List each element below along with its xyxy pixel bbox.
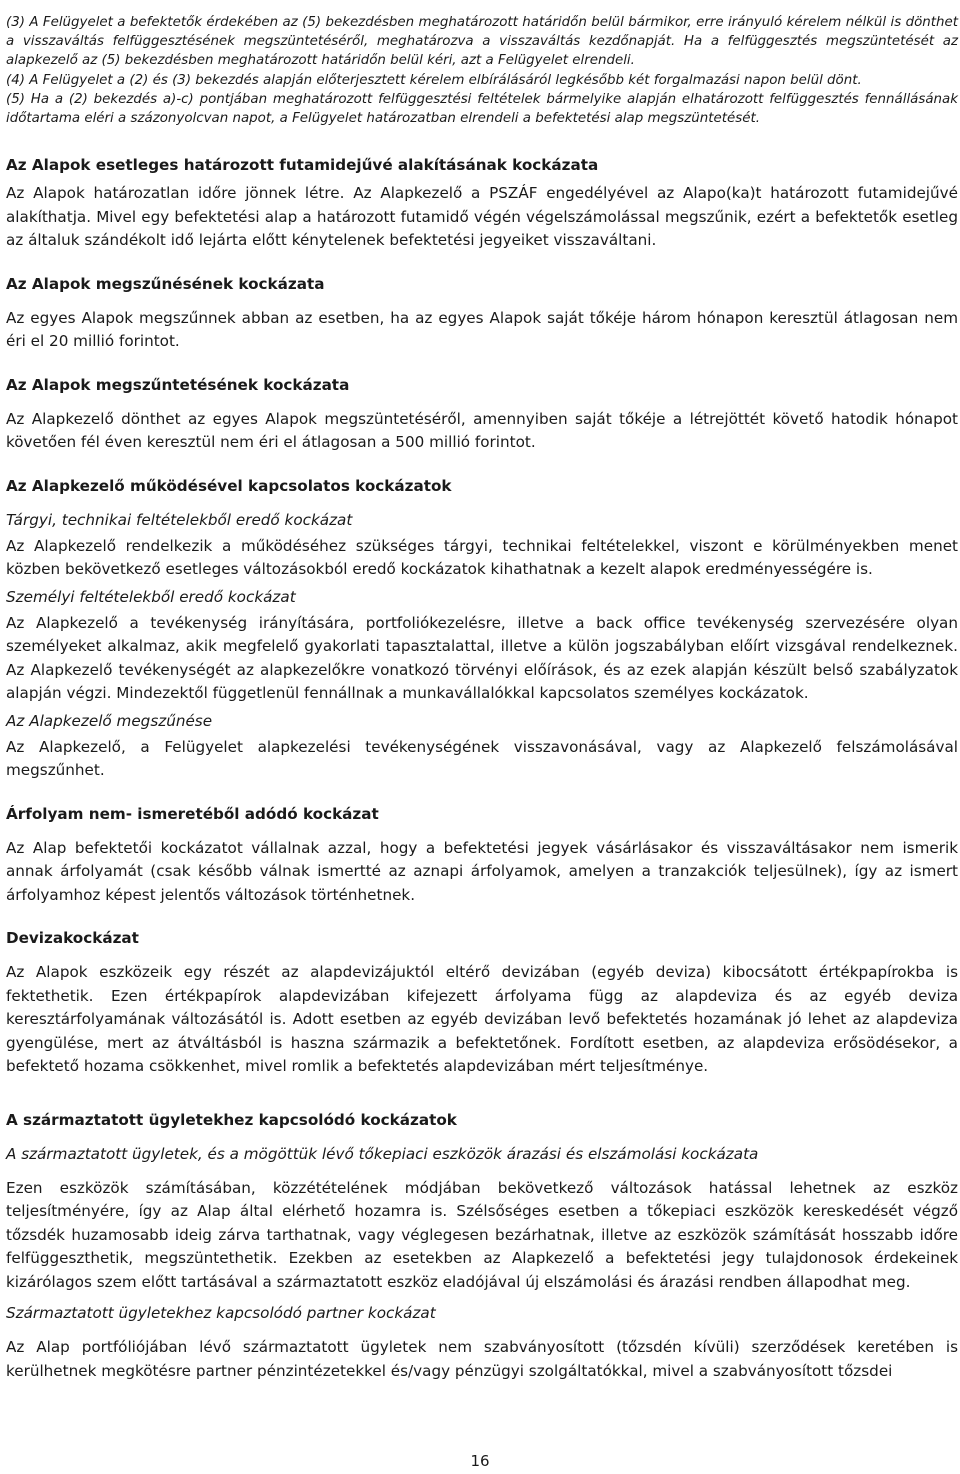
subheading-partner-risk: Származtatott ügyletekhez kapcsolódó partner kockázat: [6, 1304, 436, 1323]
heading-price-unknown-risk: Árfolyam nem- ismeretéből adódó kockázat: [6, 804, 379, 823]
text-derivatives-pricing: Ezen eszközök számításában, közzétételének módjában bekövetkező változások hatással lehetnek az eszköz teljesítményére, így az Alap által elérhető hozamra is. Szélsőséges esetben a tőkepiaci eszközök kereskedését végző tőzsdék huzamosabb ideig zárva tarthatnak, vagy véglegesen bezárhatnak, illetve az eszközök számítását hosszabb időre felfüggeszthetik, megszüntethetik. Ezekben az esetekben az Alapkezelő a befektetési jegy tulajdonosok érdekeinek kizárólagos szem előtt tartásával a származtatott eszköz eladójával új elszámolási és árazási rendben állapodhat meg.: [6, 1178, 958, 1291]
text-fixed-term-risk: Az Alapok határozatlan időre jönnek létre. Az Alapkezelő a PSZÁF engedélyével az Alapo(ka)t határozott futamidejűvé alakíthatja. Mivel egy befektetési alap a határozott futamidő végén végelszámolással megszűnik, ezért a befektetők esetleg az általuk szándékolt idő lejárta előtt kénytelenek befektetési jegyeiket visszaváltani.: [6, 184, 958, 250]
page-number: 16: [470, 1452, 490, 1470]
heading-currency-risk: Devizakockázat: [6, 929, 139, 948]
subheading-manager-dissolution: Az Alapkezelő megszűnése: [6, 711, 213, 730]
text-technical-risk: Az Alapkezelő rendelkezik a működéséhez szükséges tárgyi, technikai feltételekkel, viszont e körülményekben menet közben bekövetkező esetleges változásokból eredő kockázatok kihathatnak a kezelt alapok eredményességére is.: [6, 536, 958, 579]
heading-derivatives-risk: A származtatott ügyletekhez kapcsolódó kockázatok: [6, 1110, 457, 1129]
text-termination-risk: Az egyes Alapok megszűnnek abban az esetben, ha az egyes Alapok saját tőkéje három hónapon keresztül átlagosan nem éri el 20 millió forintot.: [6, 308, 958, 351]
subheading-derivatives-pricing: A származtatott ügyletek, és a mögöttük lévő tőkepiaci eszközök árazási és elszámolási kockázata: [6, 1144, 759, 1163]
text-price-unknown-risk: Az Alap befektetői kockázatot vállalnak azzal, hogy a befektetési jegyek vásárlásakor és visszaváltásakor nem ismerik annak árfolyamát (csak később válnak ismertté az aznapi árfolyamok, amelyen a tranzakciók teljesülnek), így az ismert árfolyamhoz képest jelentős változások történhetnek.: [6, 838, 958, 904]
subheading-technical-risk: Tárgyi, technikai feltételekből eredő kockázat: [6, 510, 353, 529]
text-currency-risk: Az Alapok eszközeik egy részét az alapdevizájuktól eltérő devizában (egyéb deviza) kibocsátott értékpapírokba is fektethetik. Ezen értékpapírok alapdevizában kifejezett árfolyama függ az alapdeviza és az egyéb deviza keresztárfolyamának változásától is. Adott esetben az egyéb devizában levő befektetés hozamának jó lehet az alapdeviza gyengülése, mert az átváltásból is haszna származik a befektetőnek. Fordított esetben, az alapdeviza erősödésekor, a befektető hozama csökkenhet, mivel romlik a befektetés alapdevizában mért teljesítménye.: [6, 963, 958, 1076]
heading-termination-risk: Az Alapok megszűnésének kockázata: [6, 274, 325, 293]
text-personnel-risk: Az Alapkezelő a tevékenység irányítására, portfoliókezelésre, illetve a back office tevékenység szervezésére olyan személyeket alkalmaz, akik megfelelő gyakorlati tapasztalattal, illetve a külön jogszabályban előírt vizsgával rendelkeznek. Az Alapkezelő tevékenységét az alapkezelőkre vonatkozó törvényi előírások, és az ezek alapján készült belső szabályzatok alapján végzi. Mindezektől függetlenül fennállnak a munkavállalókkal kapcsolatos személyes kockázatok.: [6, 613, 958, 703]
text-partner-risk: Az Alap portfóliójában lévő származtatott ügyletek nem szabványosított (tőzsdén kívüli) szerződések keretében is kerülhetnek megkötésre partner pénzintézetekkel és/vagy pénzügyi szolgáltatókkal, mivel a szabványosított tőzsdei: [6, 1338, 958, 1380]
paragraph-3: (3) A Felügyelet a befektetők érdekében az (5) bekezdésben meghatározott határidőn belül bármikor, erre irányuló kérelem nélkül is dönthet a visszaváltás felfüggesztésének megszüntetéséről, meghatározva a visszaváltás kezdőnapját. Ha a felfüggesztés megszüntetését az alapkezelő az (5) bekezdésben meghatározott határidőn belül kéri, azt a Felügyelet elrendeli.: [6, 15, 958, 69]
document-page: [6, 0, 958, 1383]
subheading-personnel-risk: Személyi feltételekből eredő kockázat: [6, 587, 296, 606]
heading-fixed-term-risk: Az Alapok esetleges határozott futamidejűvé alakításának kockázata: [6, 156, 599, 175]
text-dissolution-risk: Az Alapkezelő dönthet az egyes Alapok megszüntetéséről, amennyiben saját tőkéje a létrejöttét követő hatodik hónapot követően fél éven keresztül nem éri el átlagosan a 500 millió forintot.: [6, 409, 958, 452]
heading-manager-risks: Az Alapkezelő működésével kapcsolatos kockázatok: [6, 476, 452, 495]
heading-dissolution-risk: Az Alapok megszűntetésének kockázata: [6, 375, 350, 394]
paragraph-4: (4) A Felügyelet a (2) és (3) bekezdés alapján előterjesztett kérelem elbírálásáról legkésőbb két forgalmazási napon belül dönt.: [6, 72, 862, 88]
text-manager-dissolution: Az Alapkezelő, a Felügyelet alapkezelési tevékenységének visszavonásával, vagy az Alapkezelő felszámolásával megszűnhet.: [6, 737, 958, 780]
paragraph-5: (5) Ha a (2) bekezdés a)-c) pontjában meghatározott felfüggesztési feltételek bármelyike alapján elhatározott felfüggesztés fennállásának időtartama eléri a százonyolcvan napot, a Felügyelet határozatban elrendeli a befektetési alap megszüntetését.: [6, 91, 958, 127]
